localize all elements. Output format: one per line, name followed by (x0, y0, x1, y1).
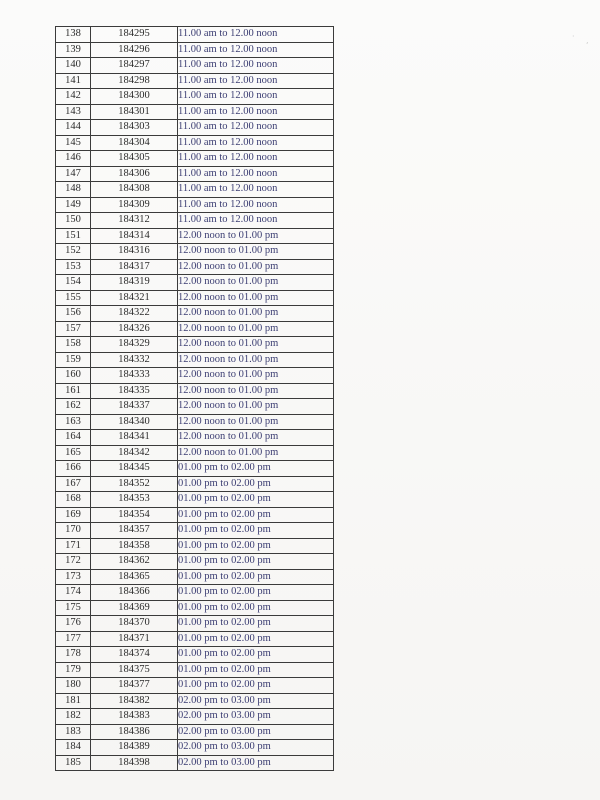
table-row (56, 693, 334, 709)
serial-number-cell: 169 (56, 507, 91, 523)
serial-number-cell: 170 (56, 523, 91, 539)
table-row (56, 228, 334, 244)
roll-number-cell: 184375 (91, 662, 178, 678)
serial-number-cell: 156 (56, 306, 91, 322)
time-slot-cell: 11.00 am to 12.00 noon (178, 27, 334, 43)
serial-number-cell: 138 (56, 27, 91, 43)
serial-number-cell: 164 (56, 430, 91, 446)
table-row (56, 259, 334, 275)
roll-number-cell: 184329 (91, 337, 178, 353)
time-slot-cell: 12.00 noon to 01.00 pm (178, 368, 334, 384)
serial-number-cell: 178 (56, 647, 91, 663)
table-row (56, 120, 334, 136)
serial-number-cell: 159 (56, 352, 91, 368)
table-row (56, 306, 334, 322)
roll-number-cell: 184357 (91, 523, 178, 539)
roll-number-cell: 184322 (91, 306, 178, 322)
time-slot-cell: 12.00 noon to 01.00 pm (178, 275, 334, 291)
time-slot-cell: 01.00 pm to 02.00 pm (178, 678, 334, 694)
time-slot-cell: 01.00 pm to 02.00 pm (178, 492, 334, 508)
serial-number-cell: 143 (56, 104, 91, 120)
serial-number-cell: 151 (56, 228, 91, 244)
table-row (56, 182, 334, 198)
serial-number-cell: 139 (56, 42, 91, 58)
time-slot-cell: 12.00 noon to 01.00 pm (178, 399, 334, 415)
serial-number-cell: 152 (56, 244, 91, 260)
table-row (56, 600, 334, 616)
scan-speck: , (586, 36, 589, 45)
roll-number-cell: 184305 (91, 151, 178, 167)
serial-number-cell: 171 (56, 538, 91, 554)
serial-number-cell: 184 (56, 740, 91, 756)
roll-number-cell: 184309 (91, 197, 178, 213)
serial-number-cell: 167 (56, 476, 91, 492)
roll-number-cell: 184358 (91, 538, 178, 554)
time-slot-cell: 12.00 noon to 01.00 pm (178, 414, 334, 430)
table-row (56, 27, 334, 43)
serial-number-cell: 185 (56, 755, 91, 771)
roll-number-cell: 184369 (91, 600, 178, 616)
time-slot-cell: 02.00 pm to 03.00 pm (178, 740, 334, 756)
serial-number-cell: 148 (56, 182, 91, 198)
serial-number-cell: 173 (56, 569, 91, 585)
table-row (56, 290, 334, 306)
serial-number-cell: 168 (56, 492, 91, 508)
serial-number-cell: 180 (56, 678, 91, 694)
time-slot-cell: 02.00 pm to 03.00 pm (178, 724, 334, 740)
serial-number-cell: 162 (56, 399, 91, 415)
schedule-table (55, 26, 334, 771)
roll-number-cell: 184370 (91, 616, 178, 632)
roll-number-cell: 184345 (91, 461, 178, 477)
roll-number-cell: 184308 (91, 182, 178, 198)
table-row (56, 492, 334, 508)
time-slot-cell: 11.00 am to 12.00 noon (178, 104, 334, 120)
table-row (56, 42, 334, 58)
table-row (56, 151, 334, 167)
serial-number-cell: 154 (56, 275, 91, 291)
time-slot-cell: 01.00 pm to 02.00 pm (178, 647, 334, 663)
serial-number-cell: 141 (56, 73, 91, 89)
time-slot-cell: 12.00 noon to 01.00 pm (178, 337, 334, 353)
serial-number-cell: 157 (56, 321, 91, 337)
time-slot-cell: 01.00 pm to 02.00 pm (178, 523, 334, 539)
table-row (56, 554, 334, 570)
table-row (56, 135, 334, 151)
table-row (56, 321, 334, 337)
serial-number-cell: 158 (56, 337, 91, 353)
time-slot-cell: 01.00 pm to 02.00 pm (178, 585, 334, 601)
serial-number-cell: 153 (56, 259, 91, 275)
table-row (56, 538, 334, 554)
table-row (56, 647, 334, 663)
serial-number-cell: 172 (56, 554, 91, 570)
roll-number-cell: 184337 (91, 399, 178, 415)
table-row (56, 213, 334, 229)
roll-number-cell: 184383 (91, 709, 178, 725)
table-row (56, 430, 334, 446)
time-slot-cell: 11.00 am to 12.00 noon (178, 213, 334, 229)
time-slot-cell: 12.00 noon to 01.00 pm (178, 228, 334, 244)
table-row (56, 523, 334, 539)
roll-number-cell: 184296 (91, 42, 178, 58)
time-slot-cell: 12.00 noon to 01.00 pm (178, 290, 334, 306)
serial-number-cell: 150 (56, 213, 91, 229)
table-row (56, 352, 334, 368)
roll-number-cell: 184314 (91, 228, 178, 244)
roll-number-cell: 184377 (91, 678, 178, 694)
roll-number-cell: 184304 (91, 135, 178, 151)
roll-number-cell: 184352 (91, 476, 178, 492)
serial-number-cell: 183 (56, 724, 91, 740)
serial-number-cell: 161 (56, 383, 91, 399)
roll-number-cell: 184340 (91, 414, 178, 430)
roll-number-cell: 184335 (91, 383, 178, 399)
serial-number-cell: 160 (56, 368, 91, 384)
serial-number-cell: 147 (56, 166, 91, 182)
serial-number-cell: 142 (56, 89, 91, 105)
serial-number-cell: 149 (56, 197, 91, 213)
time-slot-cell: 01.00 pm to 02.00 pm (178, 600, 334, 616)
roll-number-cell: 184382 (91, 693, 178, 709)
time-slot-cell: 11.00 am to 12.00 noon (178, 42, 334, 58)
table-row (56, 166, 334, 182)
time-slot-cell: 01.00 pm to 02.00 pm (178, 662, 334, 678)
roll-number-cell: 184332 (91, 352, 178, 368)
serial-number-cell: 140 (56, 58, 91, 74)
time-slot-cell: 01.00 pm to 02.00 pm (178, 476, 334, 492)
time-slot-cell: 01.00 pm to 02.00 pm (178, 507, 334, 523)
roll-number-cell: 184386 (91, 724, 178, 740)
roll-number-cell: 184371 (91, 631, 178, 647)
table-row (56, 197, 334, 213)
time-slot-cell: 11.00 am to 12.00 noon (178, 73, 334, 89)
roll-number-cell: 184317 (91, 259, 178, 275)
table-row (56, 104, 334, 120)
roll-number-cell: 184389 (91, 740, 178, 756)
time-slot-cell: 11.00 am to 12.00 noon (178, 58, 334, 74)
serial-number-cell: 163 (56, 414, 91, 430)
time-slot-cell: 12.00 noon to 01.00 pm (178, 352, 334, 368)
roll-number-cell: 184300 (91, 89, 178, 105)
serial-number-cell: 165 (56, 445, 91, 461)
roll-number-cell: 184301 (91, 104, 178, 120)
table-row (56, 368, 334, 384)
roll-number-cell: 184319 (91, 275, 178, 291)
table-row (56, 616, 334, 632)
roll-number-cell: 184366 (91, 585, 178, 601)
time-slot-cell: 01.00 pm to 02.00 pm (178, 631, 334, 647)
serial-number-cell: 144 (56, 120, 91, 136)
serial-number-cell: 181 (56, 693, 91, 709)
time-slot-cell: 11.00 am to 12.00 noon (178, 182, 334, 198)
table-row (56, 461, 334, 477)
serial-number-cell: 174 (56, 585, 91, 601)
roll-number-cell: 184342 (91, 445, 178, 461)
roll-number-cell: 184316 (91, 244, 178, 260)
table-row (56, 740, 334, 756)
time-slot-cell: 12.00 noon to 01.00 pm (178, 244, 334, 260)
time-slot-cell: 02.00 pm to 03.00 pm (178, 693, 334, 709)
serial-number-cell: 179 (56, 662, 91, 678)
serial-number-cell: 166 (56, 461, 91, 477)
time-slot-cell: 12.00 noon to 01.00 pm (178, 306, 334, 322)
serial-number-cell: 177 (56, 631, 91, 647)
roll-number-cell: 184398 (91, 755, 178, 771)
time-slot-cell: 02.00 pm to 03.00 pm (178, 755, 334, 771)
time-slot-cell: 01.00 pm to 02.00 pm (178, 569, 334, 585)
roll-number-cell: 184365 (91, 569, 178, 585)
scan-speck: · (572, 32, 575, 41)
table-row (56, 724, 334, 740)
time-slot-cell: 11.00 am to 12.00 noon (178, 89, 334, 105)
table-row (56, 337, 334, 353)
roll-number-cell: 184333 (91, 368, 178, 384)
table-row (56, 678, 334, 694)
roll-number-cell: 184295 (91, 27, 178, 43)
serial-number-cell: 145 (56, 135, 91, 151)
table-row (56, 585, 334, 601)
serial-number-cell: 182 (56, 709, 91, 725)
table-row (56, 399, 334, 415)
roll-number-cell: 184353 (91, 492, 178, 508)
time-slot-cell: 01.00 pm to 02.00 pm (178, 538, 334, 554)
time-slot-cell: 12.00 noon to 01.00 pm (178, 383, 334, 399)
table-row (56, 414, 334, 430)
roll-number-cell: 184297 (91, 58, 178, 74)
table-row (56, 569, 334, 585)
time-slot-cell: 12.00 noon to 01.00 pm (178, 321, 334, 337)
table-row (56, 476, 334, 492)
time-slot-cell: 11.00 am to 12.00 noon (178, 120, 334, 136)
table-row (56, 275, 334, 291)
time-slot-cell: 12.00 noon to 01.00 pm (178, 445, 334, 461)
table-row (56, 755, 334, 771)
schedule-table-body (56, 27, 334, 771)
table-row (56, 445, 334, 461)
roll-number-cell: 184306 (91, 166, 178, 182)
table-row (56, 383, 334, 399)
roll-number-cell: 184374 (91, 647, 178, 663)
table-row (56, 58, 334, 74)
time-slot-cell: 02.00 pm to 03.00 pm (178, 709, 334, 725)
time-slot-cell: 11.00 am to 12.00 noon (178, 135, 334, 151)
time-slot-cell: 12.00 noon to 01.00 pm (178, 259, 334, 275)
serial-number-cell: 176 (56, 616, 91, 632)
time-slot-cell: 11.00 am to 12.00 noon (178, 166, 334, 182)
time-slot-cell: 11.00 am to 12.00 noon (178, 197, 334, 213)
serial-number-cell: 146 (56, 151, 91, 167)
table-row (56, 709, 334, 725)
roll-number-cell: 184321 (91, 290, 178, 306)
serial-number-cell: 175 (56, 600, 91, 616)
roll-number-cell: 184303 (91, 120, 178, 136)
serial-number-cell: 155 (56, 290, 91, 306)
roll-number-cell: 184326 (91, 321, 178, 337)
table-row (56, 89, 334, 105)
time-slot-cell: 01.00 pm to 02.00 pm (178, 616, 334, 632)
roll-number-cell: 184362 (91, 554, 178, 570)
time-slot-cell: 12.00 noon to 01.00 pm (178, 430, 334, 446)
time-slot-cell: 11.00 am to 12.00 noon (178, 151, 334, 167)
roll-number-cell: 184298 (91, 73, 178, 89)
table-row (56, 631, 334, 647)
roll-number-cell: 184354 (91, 507, 178, 523)
table-row (56, 73, 334, 89)
time-slot-cell: 01.00 pm to 02.00 pm (178, 461, 334, 477)
table-row (56, 244, 334, 260)
roll-number-cell: 184312 (91, 213, 178, 229)
table-row (56, 507, 334, 523)
table-row (56, 662, 334, 678)
roll-number-cell: 184341 (91, 430, 178, 446)
time-slot-cell: 01.00 pm to 02.00 pm (178, 554, 334, 570)
